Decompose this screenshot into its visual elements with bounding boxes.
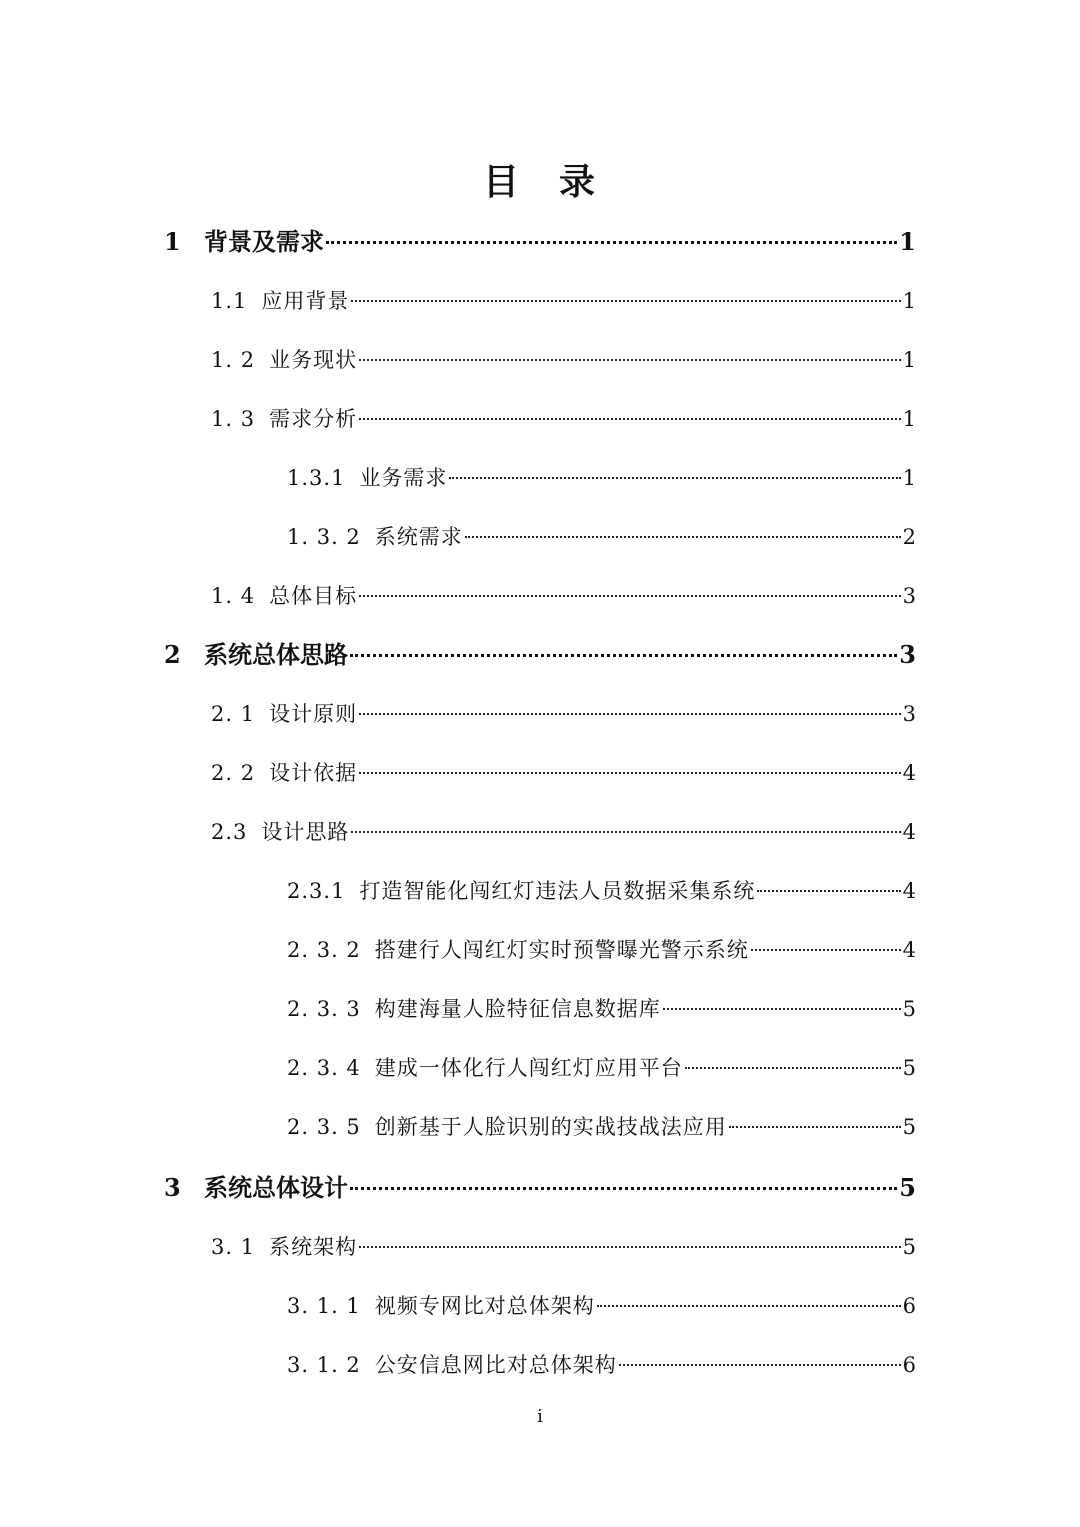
toc-entry-label: 设计依据 <box>269 761 358 785</box>
toc-entry-page: 6 <box>902 1353 916 1377</box>
toc-entry-page: 5 <box>902 1056 916 1080</box>
toc-entry-page: 4 <box>902 820 916 844</box>
toc-entry-1-4[interactable] <box>211 576 916 616</box>
toc-entry-label: 系统架构 <box>269 1235 358 1259</box>
toc-entry-number: 3 <box>164 1173 181 1202</box>
toc-entry-chapter-3[interactable] <box>164 1168 916 1208</box>
toc-entry-label: 公安信息网比对总体架构 <box>374 1353 617 1377</box>
toc-entry-number: 2. 1 <box>211 702 256 726</box>
dot-leader <box>359 1246 901 1248</box>
page-title: 目 录 <box>482 161 597 203</box>
toc-entry-number: 2 <box>164 640 181 669</box>
toc-entry-page: 1 <box>902 407 916 431</box>
dot-leader <box>350 1187 897 1190</box>
toc-entry-number: 1. 2 <box>211 348 256 372</box>
toc-entry-page: 5 <box>899 1173 916 1202</box>
toc-entry-number: 2.3 <box>211 820 248 844</box>
toc-entry-page: 3 <box>902 584 916 608</box>
dot-leader <box>729 1126 901 1128</box>
dot-leader <box>597 1305 901 1307</box>
toc-entry-label: 构建海量人脸特征信息数据库 <box>374 997 661 1021</box>
toc-entry-number: 1 <box>164 227 181 256</box>
toc-entry-1-2[interactable] <box>211 340 916 380</box>
toc-entry-number: 2. 3. 5 <box>287 1115 361 1139</box>
toc-entry-number: 1. 3 <box>211 407 256 431</box>
dot-leader <box>751 949 901 951</box>
toc-entry-page: 1 <box>902 466 916 490</box>
toc-entry-number: 3. 1. 2 <box>287 1353 361 1377</box>
toc-entry-page: 1 <box>899 227 916 256</box>
toc-entry-page: 5 <box>902 1115 916 1139</box>
toc-entry-label: 建成一体化行人闯红灯应用平台 <box>374 1056 683 1080</box>
toc-entry-number: 1. 3. 2 <box>287 525 361 549</box>
toc-entry-label: 搭建行人闯红灯实时预警曝光警示系统 <box>374 938 749 962</box>
toc-entry-number: 1. 4 <box>211 584 256 608</box>
toc-entry-2-3-2[interactable] <box>287 930 916 970</box>
toc-entry-label: 系统总体思路 <box>204 640 348 669</box>
toc-entry-2-3-3[interactable] <box>287 989 916 1029</box>
toc-entry-page: 2 <box>902 525 916 549</box>
dot-leader <box>465 536 901 538</box>
toc-entry-label: 需求分析 <box>269 407 358 431</box>
toc-entry-number: 2. 3. 3 <box>287 997 361 1021</box>
toc-entry-label: 应用背景 <box>261 289 350 313</box>
toc-entry-chapter-2[interactable] <box>164 635 916 675</box>
toc-entry-number: 3. 1. 1 <box>287 1294 361 1318</box>
toc-entry-label: 打造智能化闯红灯违法人员数据采集系统 <box>359 879 756 903</box>
toc-entry-label: 系统总体设计 <box>204 1173 348 1202</box>
toc-entry-page: 4 <box>902 879 916 903</box>
toc-entry-number: 3. 1 <box>211 1235 256 1259</box>
toc-entry-1-3-2[interactable] <box>287 517 916 557</box>
dot-leader <box>326 241 897 244</box>
dot-leader <box>757 890 900 892</box>
toc-entry-3-1-2[interactable] <box>287 1345 916 1385</box>
toc-entry-2-3-5[interactable] <box>287 1107 916 1147</box>
dot-leader <box>359 595 901 597</box>
dot-leader <box>350 654 897 657</box>
toc-entry-2-3-1[interactable] <box>287 871 916 911</box>
dot-leader <box>619 1364 901 1366</box>
toc-entry-label: 业务需求 <box>359 466 448 490</box>
dot-leader <box>663 1008 901 1010</box>
dot-leader <box>685 1067 901 1069</box>
toc-entry-2-3[interactable] <box>211 812 916 852</box>
toc-entry-1-3[interactable] <box>211 399 916 439</box>
toc-entry-2-3-4[interactable] <box>287 1048 916 1088</box>
dot-leader <box>359 713 901 715</box>
dot-leader <box>351 300 900 302</box>
toc-entry-page: 1 <box>902 348 916 372</box>
dot-leader <box>359 772 901 774</box>
toc-entry-label: 设计原则 <box>269 702 358 726</box>
toc-entry-label: 创新基于人脸识别的实战技战法应用 <box>374 1115 727 1139</box>
toc-entry-page: 1 <box>902 289 916 313</box>
toc-entry-label: 背景及需求 <box>204 227 324 256</box>
toc-entry-number: 2. 2 <box>211 761 256 785</box>
toc-entry-page: 6 <box>902 1294 916 1318</box>
toc-entry-number: 2. 3. 4 <box>287 1056 361 1080</box>
toc-entry-3-1[interactable] <box>211 1227 916 1267</box>
dot-leader <box>449 477 900 479</box>
toc-entry-number: 1.1 <box>211 289 248 313</box>
toc-entry-3-1-1[interactable] <box>287 1286 916 1326</box>
toc-entry-label: 总体目标 <box>269 584 358 608</box>
toc-entry-page: 3 <box>899 640 916 669</box>
toc-entry-page: 4 <box>902 938 916 962</box>
toc-entry-2-1[interactable] <box>211 694 916 734</box>
toc-entry-1-1[interactable] <box>211 281 916 321</box>
toc-entry-page: 5 <box>902 1235 916 1259</box>
toc-entry-1-3-1[interactable] <box>287 458 916 498</box>
page-number-footer: i <box>537 1406 543 1427</box>
toc-entry-label: 设计思路 <box>261 820 350 844</box>
toc-entry-2-2[interactable] <box>211 753 916 793</box>
toc-entry-page: 4 <box>902 761 916 785</box>
toc-entry-chapter-1[interactable] <box>164 222 916 262</box>
toc-entry-number: 2.3.1 <box>287 879 346 903</box>
dot-leader <box>359 418 901 420</box>
toc-entry-number: 1.3.1 <box>287 466 346 490</box>
dot-leader <box>351 831 900 833</box>
toc-entry-label: 视频专网比对总体架构 <box>374 1294 595 1318</box>
toc-entry-label: 系统需求 <box>374 525 463 549</box>
toc-entry-page: 3 <box>902 702 916 726</box>
toc-entry-label: 业务现状 <box>269 348 358 372</box>
toc-entry-number: 2. 3. 2 <box>287 938 361 962</box>
dot-leader <box>359 359 901 361</box>
toc-entry-page: 5 <box>902 997 916 1021</box>
